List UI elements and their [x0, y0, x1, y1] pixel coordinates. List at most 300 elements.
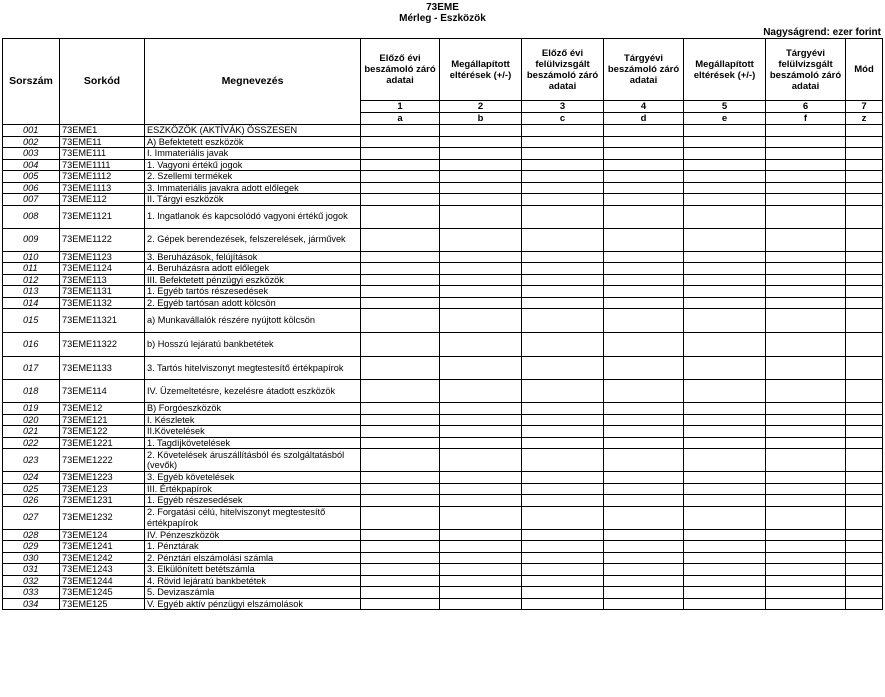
value-cell[interactable]	[846, 472, 883, 484]
value-cell[interactable]	[522, 205, 604, 228]
table-row	[3, 506, 883, 529]
value-cell[interactable]	[684, 587, 766, 599]
value-cell[interactable]	[361, 297, 440, 309]
value-cell[interactable]	[604, 194, 684, 206]
value-cell[interactable]	[522, 426, 604, 438]
value-cell[interactable]	[684, 333, 766, 357]
value-cell[interactable]	[684, 598, 766, 610]
value-cell[interactable]	[522, 575, 604, 587]
value-cell[interactable]	[846, 297, 883, 309]
value-cell[interactable]	[522, 552, 604, 564]
value-cell[interactable]	[440, 228, 522, 251]
value-cell[interactable]	[604, 148, 684, 160]
value-cell[interactable]	[684, 357, 766, 380]
value-cell[interactable]	[846, 529, 883, 541]
row-code: 73EME1232	[60, 506, 145, 529]
value-cell[interactable]	[361, 286, 440, 298]
value-cell[interactable]	[361, 263, 440, 275]
value-cell[interactable]	[361, 136, 440, 148]
value-cell[interactable]	[440, 297, 522, 309]
column-letter: a	[361, 113, 440, 125]
value-cell[interactable]	[361, 309, 440, 333]
value-cell[interactable]	[684, 495, 766, 507]
value-cell[interactable]	[361, 333, 440, 357]
value-cell[interactable]	[766, 483, 846, 495]
row-number: 010	[3, 251, 60, 263]
value-cell[interactable]	[766, 564, 846, 576]
row-number: 030	[3, 552, 60, 564]
row-number: 014	[3, 297, 60, 309]
table-row	[3, 380, 883, 403]
value-cell[interactable]	[440, 426, 522, 438]
value-cell[interactable]	[361, 182, 440, 194]
value-cell[interactable]	[684, 136, 766, 148]
value-cell[interactable]	[522, 541, 604, 553]
value-cell[interactable]	[361, 380, 440, 403]
col-header-sorszam: Sorszám	[3, 39, 60, 125]
row-number: 003	[3, 148, 60, 160]
value-cell[interactable]	[684, 541, 766, 553]
value-cell[interactable]	[604, 182, 684, 194]
value-cell[interactable]	[361, 472, 440, 484]
value-cell[interactable]	[846, 541, 883, 553]
column-number: 7	[846, 101, 883, 113]
value-cell[interactable]	[522, 286, 604, 298]
value-cell[interactable]	[684, 483, 766, 495]
value-cell[interactable]	[684, 228, 766, 251]
value-cell[interactable]	[684, 148, 766, 160]
row-label: III. Befektetett pénzügyi eszközök	[145, 274, 361, 286]
value-cell[interactable]	[604, 251, 684, 263]
value-cell[interactable]	[361, 171, 440, 183]
column-letter: c	[522, 113, 604, 125]
row-number: 023	[3, 449, 60, 472]
value-cell[interactable]	[766, 182, 846, 194]
value-cell[interactable]	[604, 297, 684, 309]
value-cell[interactable]	[361, 541, 440, 553]
value-cell[interactable]	[766, 159, 846, 171]
row-code: 73EME125	[60, 598, 145, 610]
value-cell[interactable]	[846, 309, 883, 333]
value-cell[interactable]	[440, 136, 522, 148]
value-cell[interactable]	[361, 414, 440, 426]
value-cell[interactable]	[604, 414, 684, 426]
value-cell[interactable]	[522, 297, 604, 309]
value-cell[interactable]	[684, 309, 766, 333]
value-cell[interactable]	[604, 472, 684, 484]
value-cell[interactable]	[361, 194, 440, 206]
value-cell[interactable]	[440, 403, 522, 415]
value-cell[interactable]	[522, 136, 604, 148]
value-cell[interactable]	[604, 380, 684, 403]
value-cell[interactable]	[440, 483, 522, 495]
value-cell[interactable]	[604, 205, 684, 228]
value-cell[interactable]	[604, 286, 684, 298]
column-letter: z	[846, 113, 883, 125]
value-cell[interactable]	[440, 274, 522, 286]
value-cell[interactable]	[684, 251, 766, 263]
value-cell[interactable]	[361, 529, 440, 541]
value-cell[interactable]	[766, 541, 846, 553]
value-cell[interactable]	[766, 587, 846, 599]
value-cell[interactable]	[522, 598, 604, 610]
value-cell[interactable]	[440, 333, 522, 357]
row-number: 001	[3, 125, 60, 137]
value-cell[interactable]	[846, 495, 883, 507]
value-cell[interactable]	[846, 575, 883, 587]
value-cell[interactable]	[361, 148, 440, 160]
value-cell[interactable]	[766, 333, 846, 357]
row-code: 73EME1245	[60, 587, 145, 599]
value-cell[interactable]	[440, 598, 522, 610]
value-cell[interactable]	[522, 263, 604, 275]
row-label: 2. Pénztári elszámolási számla	[145, 552, 361, 564]
value-cell[interactable]	[440, 541, 522, 553]
value-cell[interactable]	[766, 552, 846, 564]
row-code: 73EME1123	[60, 251, 145, 263]
value-cell[interactable]	[846, 380, 883, 403]
value-cell[interactable]	[361, 426, 440, 438]
value-cell[interactable]	[846, 274, 883, 286]
row-code: 73EME1223	[60, 472, 145, 484]
value-cell[interactable]	[361, 495, 440, 507]
value-cell[interactable]	[440, 286, 522, 298]
value-cell[interactable]	[684, 297, 766, 309]
value-cell[interactable]	[522, 194, 604, 206]
value-cell[interactable]	[604, 552, 684, 564]
value-cell[interactable]	[522, 506, 604, 529]
value-cell[interactable]	[846, 598, 883, 610]
column-letter: d	[604, 113, 684, 125]
value-cell[interactable]	[684, 171, 766, 183]
value-cell[interactable]	[766, 403, 846, 415]
value-cell[interactable]	[766, 414, 846, 426]
value-cell[interactable]	[846, 171, 883, 183]
value-cell[interactable]	[522, 159, 604, 171]
row-number: 017	[3, 357, 60, 380]
value-cell[interactable]	[604, 357, 684, 380]
value-cell[interactable]	[522, 380, 604, 403]
value-cell[interactable]	[440, 587, 522, 599]
value-cell[interactable]	[522, 483, 604, 495]
value-cell[interactable]	[766, 437, 846, 449]
value-cell[interactable]	[440, 529, 522, 541]
row-label: B) Forgóeszközök	[145, 403, 361, 415]
row-label: V. Egyéb aktív pénzügyi elszámolások	[145, 598, 361, 610]
value-cell[interactable]	[684, 403, 766, 415]
value-cell[interactable]	[440, 506, 522, 529]
value-cell[interactable]	[766, 148, 846, 160]
value-cell[interactable]	[766, 380, 846, 403]
value-cell[interactable]	[846, 251, 883, 263]
value-cell[interactable]	[440, 380, 522, 403]
col-header-7: Mód	[846, 39, 883, 101]
value-cell[interactable]	[361, 437, 440, 449]
value-cell[interactable]	[604, 274, 684, 286]
value-cell[interactable]	[522, 495, 604, 507]
value-cell[interactable]	[766, 297, 846, 309]
value-cell[interactable]	[766, 495, 846, 507]
value-cell[interactable]	[766, 125, 846, 137]
value-cell[interactable]	[522, 309, 604, 333]
col-header-5: Megállapított eltérések (+/-)	[684, 39, 766, 101]
value-cell[interactable]	[440, 575, 522, 587]
value-cell[interactable]	[361, 575, 440, 587]
row-number: 006	[3, 182, 60, 194]
row-number: 019	[3, 403, 60, 415]
value-cell[interactable]	[440, 495, 522, 507]
value-cell[interactable]	[684, 263, 766, 275]
value-cell[interactable]	[361, 598, 440, 610]
value-cell[interactable]	[522, 333, 604, 357]
value-cell[interactable]	[846, 182, 883, 194]
value-cell[interactable]	[604, 587, 684, 599]
value-cell[interactable]	[846, 333, 883, 357]
value-cell[interactable]	[522, 449, 604, 472]
row-label: ESZKÖZÖK (AKTÍVÁK) ÖSSZESEN	[145, 125, 361, 137]
value-cell[interactable]	[361, 483, 440, 495]
value-cell[interactable]	[440, 263, 522, 275]
value-cell[interactable]	[766, 472, 846, 484]
column-number: 2	[440, 101, 522, 113]
value-cell[interactable]	[522, 148, 604, 160]
column-number: 5	[684, 101, 766, 113]
value-cell[interactable]	[440, 205, 522, 228]
table-row	[3, 148, 883, 160]
value-cell[interactable]	[766, 171, 846, 183]
row-number: 033	[3, 587, 60, 599]
value-cell[interactable]	[522, 529, 604, 541]
value-cell[interactable]	[684, 552, 766, 564]
value-cell[interactable]	[361, 357, 440, 380]
row-number: 011	[3, 263, 60, 275]
value-cell[interactable]	[604, 529, 684, 541]
value-cell[interactable]	[440, 449, 522, 472]
value-cell[interactable]	[604, 228, 684, 251]
value-cell[interactable]	[604, 541, 684, 553]
value-cell[interactable]	[440, 194, 522, 206]
value-cell[interactable]	[766, 575, 846, 587]
value-cell[interactable]	[604, 598, 684, 610]
row-label: II.Követelések	[145, 426, 361, 438]
value-cell[interactable]	[766, 598, 846, 610]
value-cell[interactable]	[440, 125, 522, 137]
value-cell[interactable]	[684, 182, 766, 194]
value-cell[interactable]	[684, 575, 766, 587]
value-cell[interactable]	[684, 194, 766, 206]
value-cell[interactable]	[440, 552, 522, 564]
value-cell[interactable]	[766, 205, 846, 228]
table-row	[3, 472, 883, 484]
value-cell[interactable]	[684, 426, 766, 438]
value-cell[interactable]	[604, 426, 684, 438]
value-cell[interactable]	[522, 274, 604, 286]
value-cell[interactable]	[684, 286, 766, 298]
value-cell[interactable]	[604, 171, 684, 183]
value-cell[interactable]	[604, 506, 684, 529]
value-cell[interactable]	[846, 159, 883, 171]
value-cell[interactable]	[684, 274, 766, 286]
value-cell[interactable]	[604, 309, 684, 333]
table-row	[3, 125, 883, 137]
value-cell[interactable]	[604, 263, 684, 275]
row-number: 029	[3, 541, 60, 553]
value-cell[interactable]	[604, 575, 684, 587]
table-row	[3, 414, 883, 426]
value-cell[interactable]	[604, 136, 684, 148]
value-cell[interactable]	[846, 483, 883, 495]
value-cell[interactable]	[766, 529, 846, 541]
value-cell[interactable]	[766, 263, 846, 275]
value-cell[interactable]	[766, 228, 846, 251]
value-cell[interactable]	[684, 414, 766, 426]
value-cell[interactable]	[522, 403, 604, 415]
table-row	[3, 541, 883, 553]
value-cell[interactable]	[361, 506, 440, 529]
value-cell[interactable]	[684, 564, 766, 576]
row-code: 73EME123	[60, 483, 145, 495]
value-cell[interactable]	[846, 506, 883, 529]
value-cell[interactable]	[684, 380, 766, 403]
value-cell[interactable]	[604, 125, 684, 137]
value-cell[interactable]	[440, 472, 522, 484]
value-cell[interactable]	[766, 426, 846, 438]
value-cell[interactable]	[361, 587, 440, 599]
value-cell[interactable]	[361, 552, 440, 564]
value-cell[interactable]	[522, 472, 604, 484]
value-cell[interactable]	[361, 403, 440, 415]
value-cell[interactable]	[440, 148, 522, 160]
value-cell[interactable]	[766, 136, 846, 148]
value-cell[interactable]	[684, 449, 766, 472]
row-number: 015	[3, 309, 60, 333]
value-cell[interactable]	[522, 228, 604, 251]
value-cell[interactable]	[846, 403, 883, 415]
value-cell[interactable]	[361, 125, 440, 137]
value-cell[interactable]	[846, 437, 883, 449]
value-cell[interactable]	[846, 587, 883, 599]
value-cell[interactable]	[846, 449, 883, 472]
value-cell[interactable]	[846, 564, 883, 576]
value-cell[interactable]	[846, 228, 883, 251]
value-cell[interactable]	[604, 495, 684, 507]
value-cell[interactable]	[766, 506, 846, 529]
value-cell[interactable]	[766, 194, 846, 206]
value-cell[interactable]	[684, 159, 766, 171]
value-cell[interactable]	[440, 309, 522, 333]
value-cell[interactable]	[684, 205, 766, 228]
table-row	[3, 598, 883, 610]
value-cell[interactable]	[522, 587, 604, 599]
value-cell[interactable]	[522, 251, 604, 263]
row-code: 73EME11	[60, 136, 145, 148]
row-number: 002	[3, 136, 60, 148]
value-cell[interactable]	[846, 205, 883, 228]
value-cell[interactable]	[684, 506, 766, 529]
value-cell[interactable]	[604, 403, 684, 415]
value-cell[interactable]	[440, 251, 522, 263]
value-cell[interactable]	[846, 426, 883, 438]
table-row	[3, 495, 883, 507]
value-cell[interactable]	[846, 552, 883, 564]
value-cell[interactable]	[846, 286, 883, 298]
value-cell[interactable]	[846, 263, 883, 275]
value-cell[interactable]	[440, 437, 522, 449]
table-row	[3, 205, 883, 228]
value-cell[interactable]	[361, 564, 440, 576]
value-cell[interactable]	[766, 274, 846, 286]
table-row	[3, 564, 883, 576]
value-cell[interactable]	[361, 159, 440, 171]
value-cell[interactable]	[684, 472, 766, 484]
row-number: 016	[3, 333, 60, 357]
value-cell[interactable]	[522, 564, 604, 576]
col-header-sorkod: Sorkód	[60, 39, 145, 125]
table-row	[3, 251, 883, 263]
value-cell[interactable]	[766, 251, 846, 263]
value-cell[interactable]	[766, 357, 846, 380]
value-cell[interactable]	[440, 564, 522, 576]
value-cell[interactable]	[522, 171, 604, 183]
value-cell[interactable]	[684, 125, 766, 137]
value-cell[interactable]	[766, 286, 846, 298]
value-cell[interactable]	[846, 136, 883, 148]
value-cell[interactable]	[604, 333, 684, 357]
value-cell[interactable]	[440, 182, 522, 194]
row-code: 73EME1	[60, 125, 145, 137]
value-cell[interactable]	[604, 159, 684, 171]
value-cell[interactable]	[361, 205, 440, 228]
value-cell[interactable]	[361, 251, 440, 263]
value-cell[interactable]	[361, 228, 440, 251]
row-label: III. Értékpapírok	[145, 483, 361, 495]
table-row	[3, 182, 883, 194]
value-cell[interactable]	[846, 148, 883, 160]
value-cell[interactable]	[604, 449, 684, 472]
value-cell[interactable]	[766, 309, 846, 333]
value-cell[interactable]	[766, 449, 846, 472]
value-cell[interactable]	[846, 125, 883, 137]
value-cell[interactable]	[440, 414, 522, 426]
value-cell[interactable]	[846, 194, 883, 206]
value-cell[interactable]	[440, 357, 522, 380]
value-cell[interactable]	[684, 437, 766, 449]
col-header-2: Megállapított eltérések (+/-)	[440, 39, 522, 101]
value-cell[interactable]	[361, 449, 440, 472]
table-row	[3, 286, 883, 298]
row-label: 5. Devizaszámla	[145, 587, 361, 599]
value-cell[interactable]	[684, 529, 766, 541]
value-cell[interactable]	[522, 437, 604, 449]
value-cell[interactable]	[604, 437, 684, 449]
value-cell[interactable]	[522, 357, 604, 380]
value-cell[interactable]	[440, 159, 522, 171]
value-cell[interactable]	[361, 274, 440, 286]
value-cell[interactable]	[604, 483, 684, 495]
row-label: b) Hosszú lejáratú bankbetétek	[145, 333, 361, 357]
value-cell[interactable]	[846, 414, 883, 426]
value-cell[interactable]	[522, 182, 604, 194]
value-cell[interactable]	[522, 414, 604, 426]
value-cell[interactable]	[846, 357, 883, 380]
value-cell[interactable]	[440, 171, 522, 183]
row-code: 73EME111	[60, 148, 145, 160]
value-cell[interactable]	[522, 125, 604, 137]
value-cell[interactable]	[604, 564, 684, 576]
column-letter: b	[440, 113, 522, 125]
row-label: 3. Elkülönített betétszámla	[145, 564, 361, 576]
column-number: 4	[604, 101, 684, 113]
